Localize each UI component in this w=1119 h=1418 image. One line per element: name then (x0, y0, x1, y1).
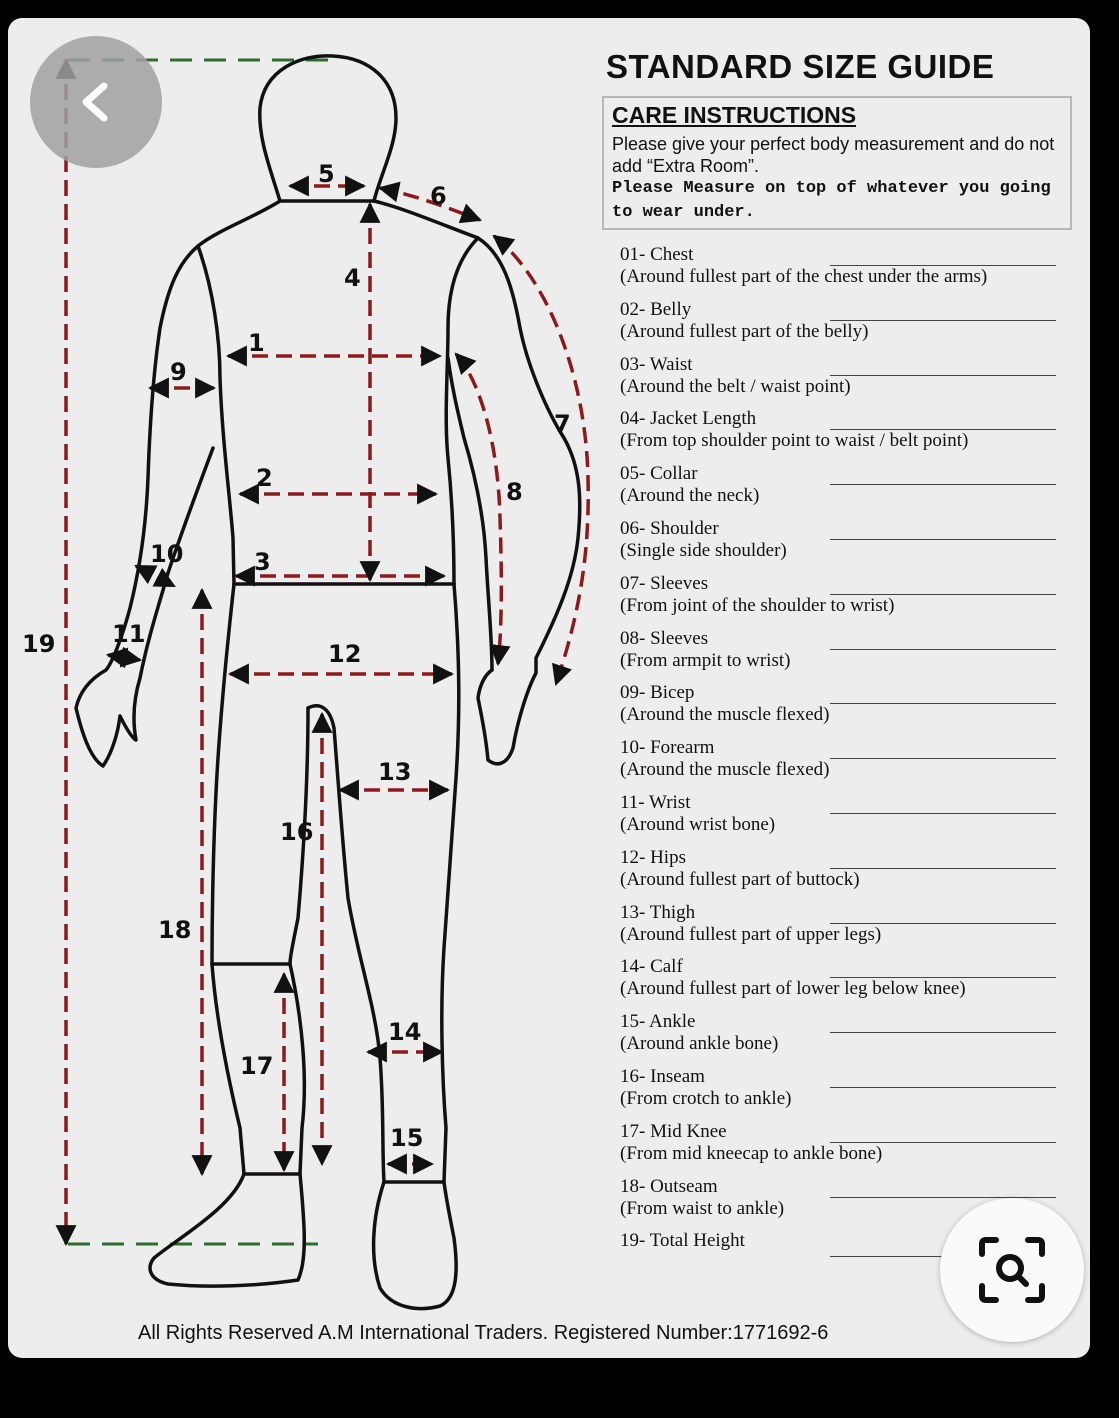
measurement-blank-line (830, 594, 1056, 595)
label-18: 18 (158, 916, 192, 944)
measurement-name: 04- Jacket Length (620, 408, 757, 430)
label-8: 8 (506, 478, 523, 506)
measurement-item (620, 408, 1070, 463)
measurement-item (620, 902, 1070, 957)
measurement-name: 02- Belly (620, 298, 692, 320)
label-1: 1 (248, 329, 265, 357)
measurement-name: 07- Sleeves (620, 572, 709, 594)
measurement-description: (Around fullest part of buttock) (620, 868, 860, 890)
label-7: 7 (554, 410, 571, 438)
measurement-description: (From joint of the shoulder to wrist) (620, 594, 895, 616)
measurement-item (620, 628, 1070, 683)
copyright-footer: All Rights Reserved A.M International Traders. Registered Number:1771692-6 (138, 1322, 829, 1344)
visual-search-button[interactable] (940, 1198, 1084, 1342)
measurement-description: (Around fullest part of the belly) (620, 320, 869, 342)
care-text-1: Please give your perfect body measurement and do not add “Extra Room”. (612, 134, 1055, 176)
measurement-description: (From top shoulder point to waist / belt point) (620, 430, 969, 452)
measurement-description: (From waist to ankle) (620, 1197, 785, 1219)
measurement-blank-line (830, 320, 1056, 321)
chevron-left-icon (76, 80, 116, 124)
measurement-description: (Around fullest part of the chest under the arms) (620, 266, 988, 287)
measurement-item (620, 244, 1070, 299)
measurement-item (620, 1011, 1070, 1066)
label-12: 12 (328, 640, 362, 668)
measurement-name: 12- Hips (620, 846, 686, 868)
height-guides (68, 60, 328, 1244)
label-10: 10 (150, 540, 184, 568)
measurement-blank-line (830, 868, 1056, 869)
label-5: 5 (318, 160, 335, 188)
measurement-description: (Around the muscle flexed) (620, 759, 830, 781)
visual-search-icon (976, 1234, 1048, 1306)
measurement-blank-line (830, 484, 1056, 485)
measurement-blank-line (830, 813, 1056, 814)
label-15: 15 (390, 1124, 424, 1152)
measurement-blank-line (830, 977, 1056, 978)
measurement-list (620, 244, 1070, 1285)
measurement-item (620, 847, 1070, 902)
care-text-2: Please Measure on top of whatever you going to wear under. (612, 179, 1051, 222)
measurement-name: 14- Calf (620, 956, 683, 978)
measurement-description: (From crotch to ankle) (620, 1087, 792, 1109)
measurement-blank-line (830, 1032, 1056, 1033)
measurement-description: (Around fullest part of upper legs) (620, 923, 882, 945)
label-3: 3 (254, 548, 271, 576)
measurement-name: 18- Outseam (620, 1175, 718, 1197)
measurement-blank-line (830, 1197, 1056, 1198)
label-4: 4 (344, 264, 361, 292)
measurement-description: (Around ankle bone) (620, 1033, 779, 1055)
measurement-name: 05- Collar (620, 463, 698, 485)
label-9: 9 (170, 358, 187, 386)
measurement-description: (Around the belt / waist point) (620, 375, 851, 397)
measurement-blank-line (830, 429, 1056, 430)
label-19: 19 (22, 630, 56, 658)
measurement-name: 19- Total Height (620, 1230, 745, 1252)
measurement-name: 17- Mid Knee (620, 1120, 727, 1142)
measurement-item (620, 792, 1070, 847)
measurement-blank-line (830, 649, 1056, 650)
measurement-blank-line (830, 1087, 1056, 1088)
care-instructions-box (602, 96, 1072, 230)
measurement-name: 08- Sleeves (620, 627, 709, 649)
label-2: 2 (256, 464, 273, 492)
measurement-description: (Single side shoulder) (620, 539, 787, 561)
measurement-blank-line (830, 703, 1056, 704)
measurement-name: 16- Inseam (620, 1065, 705, 1087)
label-16: 16 (280, 818, 314, 846)
measurement-blank-line (830, 265, 1056, 266)
measurement-blank-line (830, 375, 1056, 376)
measurement-description: (Around the muscle flexed) (620, 704, 830, 726)
measurement-item (620, 354, 1070, 409)
measurement-item (620, 299, 1070, 354)
measurement-item (620, 1121, 1070, 1176)
guide-title: STANDARD SIZE GUIDE (606, 48, 995, 85)
measurement-description: (Around fullest part of lower leg below knee) (620, 978, 966, 1000)
label-17: 17 (240, 1052, 274, 1080)
label-14: 14 (388, 1018, 422, 1046)
measurement-item (620, 463, 1070, 518)
back-button[interactable] (30, 36, 162, 168)
size-guide-sheet (8, 18, 1090, 1358)
measurement-blank-line (830, 539, 1056, 540)
measurement-description: (Around wrist bone) (620, 813, 776, 835)
measurement-item (620, 956, 1070, 1011)
measurement-description: (Around the neck) (620, 485, 760, 507)
label-13: 13 (378, 758, 412, 786)
measurement-name: 01- Chest (620, 244, 694, 265)
measurement-name: 03- Waist (620, 353, 693, 375)
measurement-blank-line (830, 758, 1056, 759)
measurement-item (620, 682, 1070, 737)
label-11: 11 (112, 620, 146, 648)
measurement-item (620, 518, 1070, 573)
measurement-name: 09- Bicep (620, 682, 695, 704)
care-heading: CARE INSTRUCTIONS (612, 102, 857, 128)
measurement-item (620, 1066, 1070, 1121)
measurement-name: 11- Wrist (620, 791, 691, 813)
measurement-blank-line (830, 1142, 1056, 1143)
measurement-item (620, 737, 1070, 792)
measurement-blank-line (830, 923, 1056, 924)
measurement-name: 10- Forearm (620, 737, 715, 759)
label-6: 6 (430, 182, 447, 210)
measurement-name: 15- Ankle (620, 1011, 696, 1033)
measurement-name: 06- Shoulder (620, 517, 719, 539)
measurement-description: (From armpit to wrist) (620, 649, 791, 671)
measurement-name: 13- Thigh (620, 901, 696, 923)
measurement-description: (From mid kneecap to ankle bone) (620, 1142, 883, 1164)
measurement-item (620, 573, 1070, 628)
